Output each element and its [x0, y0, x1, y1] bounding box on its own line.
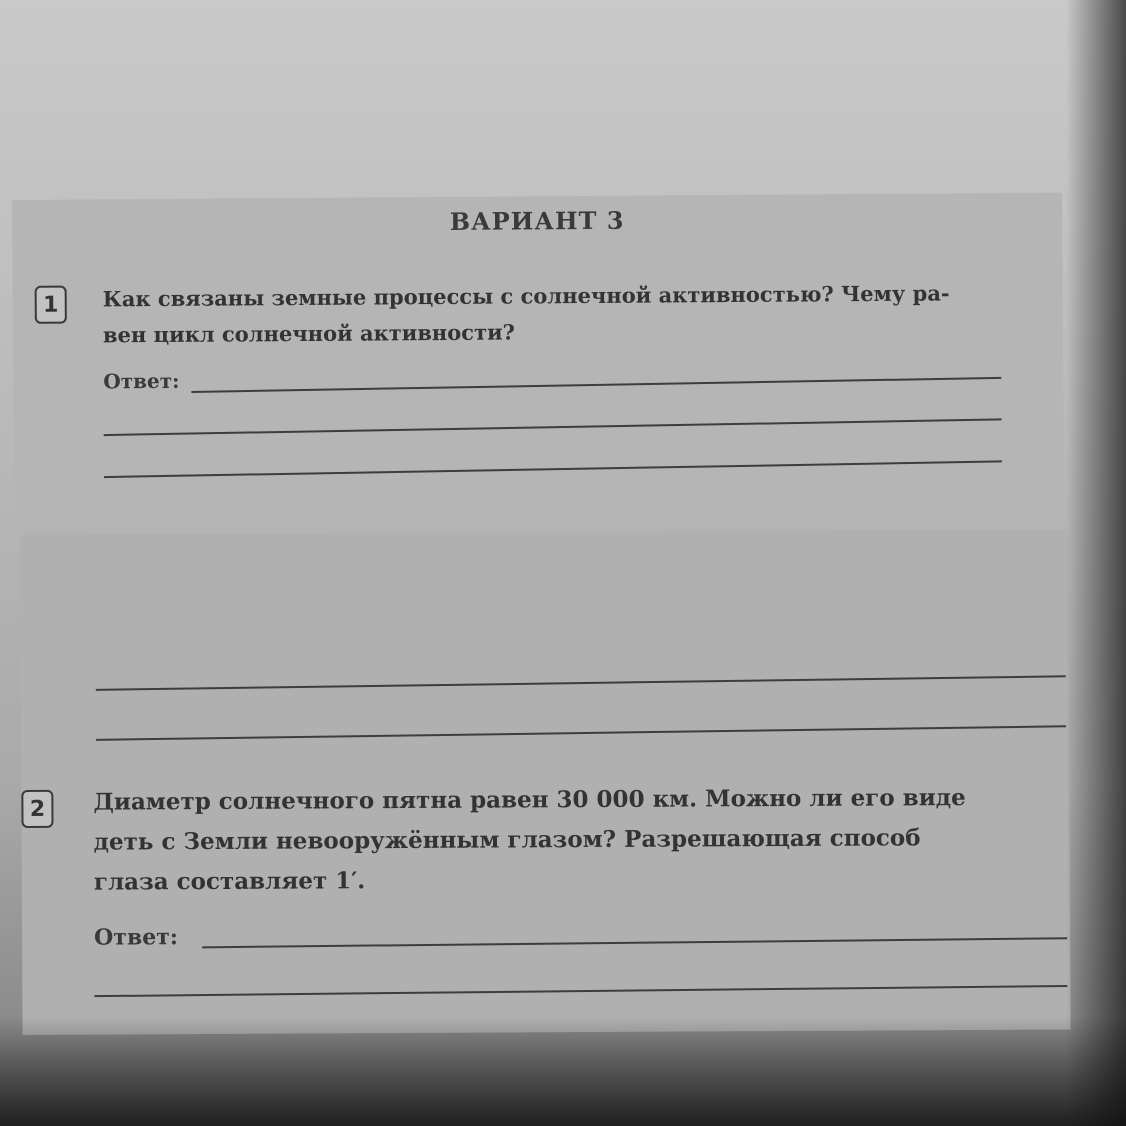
question-1-answer-label: Ответ:: [103, 368, 180, 394]
table-shadow-right: [1066, 0, 1126, 1126]
answer-line-5[interactable]: [94, 985, 1067, 997]
question-1-number: 1: [35, 286, 67, 324]
answer-line-prev-1[interactable]: [96, 675, 1066, 691]
question-1-text-line-2: вен цикл солнечной активности?: [102, 319, 516, 348]
question-2-answer-label: Ответ:: [94, 924, 179, 951]
answer-line-4[interactable]: [202, 937, 1067, 948]
table-shadow-bottom: [0, 1016, 1126, 1126]
answer-line-prev-2[interactable]: [96, 725, 1066, 741]
question-1-text-line-1: Как связаны земные процессы с солнечной активностью? Чему ра-: [102, 280, 950, 312]
question-2-text-line-3: глаза составляет 1′.: [93, 867, 366, 896]
question-2-text-line-1: Диаметр солнечного пятна равен 30 000 км. Можно ли его виде: [93, 784, 966, 816]
answer-line-3[interactable]: [104, 460, 1002, 478]
question-2-number: 2: [21, 790, 53, 828]
answer-line-1[interactable]: [191, 377, 1001, 393]
question-2-section: [20, 530, 1071, 1035]
variant-section: [12, 193, 1064, 520]
question-2-text-line-2: деть с Земли невооружённым глазом? Разрешающая способ: [93, 824, 921, 856]
answer-line-2[interactable]: [104, 418, 1002, 436]
variant-title: ВАРИАНТ 3: [449, 205, 625, 236]
